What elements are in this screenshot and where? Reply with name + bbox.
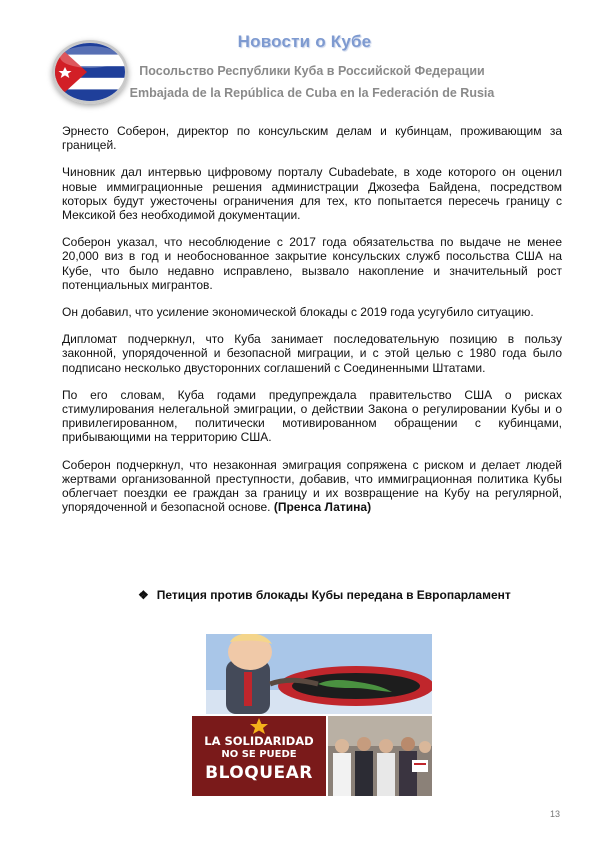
next-article-heading xyxy=(138,588,511,602)
article-body xyxy=(62,124,562,527)
newsletter-title: Новости о Кубе xyxy=(237,32,372,51)
poster-line: NO SE PUEDE xyxy=(221,749,297,760)
paragraph: По его словам, Куба годами предупреждала правительство США о рисках стимулирования нелегальной эмиграции, о действии Закона о регулировании Кубы и о привилегированном, политически мотивированном обращении с кубинцами, прибывающими на территорию США. xyxy=(62,387,562,445)
paragraph: Чиновник дал интервью цифровому порталу Cubadebate, в ходе которого он оценил новые иммиграционные решения администрации Джозефа Байдена, посредством которых будут ужесточены ограничения для тех, кто попытается пересечь границу с Мексикой без необходимой документации. xyxy=(62,165,562,223)
source-credit: (Пренса Латина) xyxy=(273,500,372,515)
solidarity-poster-image xyxy=(192,716,326,796)
paragraph: Соберон указал, что несоблюдение с 2017 года обязательства по выдаче не менее 20,000 виз в год и необоснованное закрытие консульских служб посольства США на Кубе, что было недавно исправлено, вызвало накопление и значительный рост потенциальных мигрантов. xyxy=(62,235,562,292)
paragraph: Дипломат подчеркнул, что Куба занимает последовательную позицию в пользу законной, упорядоченной и безопасной миграции, и с этой целью с 1980 года было подписано несколько двусторонних соглашений с Соединенными Штатами. xyxy=(62,332,562,375)
paragraph: Эрнесто Соберон, директор по консульским делам и кубинцам, проживающим за границей. xyxy=(62,124,562,153)
delegation-photo xyxy=(328,716,432,796)
paragraph-last xyxy=(62,458,562,515)
blockade-cartoon-image xyxy=(206,634,432,714)
poster-line: BLOQUEAR xyxy=(205,763,313,783)
next-article-title: Петиция против блокады Кубы передана в Европарламент xyxy=(156,588,511,602)
paragraph: Он добавил, что усиление экономической блокады с 2019 года усугубило ситуацию. xyxy=(62,305,534,320)
paragraph-text: Соберон подчеркнул, что незаконная эмиграция сопряжена с риском и делает людей жертвами организованной преступности, добавив, что иммиграционная политика Кубы облегчает поездки ее граждан за границу и их возвращение на Кубу на регулярной, упорядоченной и безопасной основе. xyxy=(62,457,562,515)
poster-line: LA SOLIDARIDAD xyxy=(204,734,314,748)
page-number: 13 xyxy=(549,809,560,819)
illustration-collage xyxy=(192,634,432,796)
diamond-bullet-icon: ❖ xyxy=(138,588,149,602)
embassy-name-russian: Посольство Республики Куба в Российской Федерации xyxy=(139,64,485,78)
embassy-name-spanish: Embajada de la República de Cuba en la Federación de Rusia xyxy=(129,86,495,100)
